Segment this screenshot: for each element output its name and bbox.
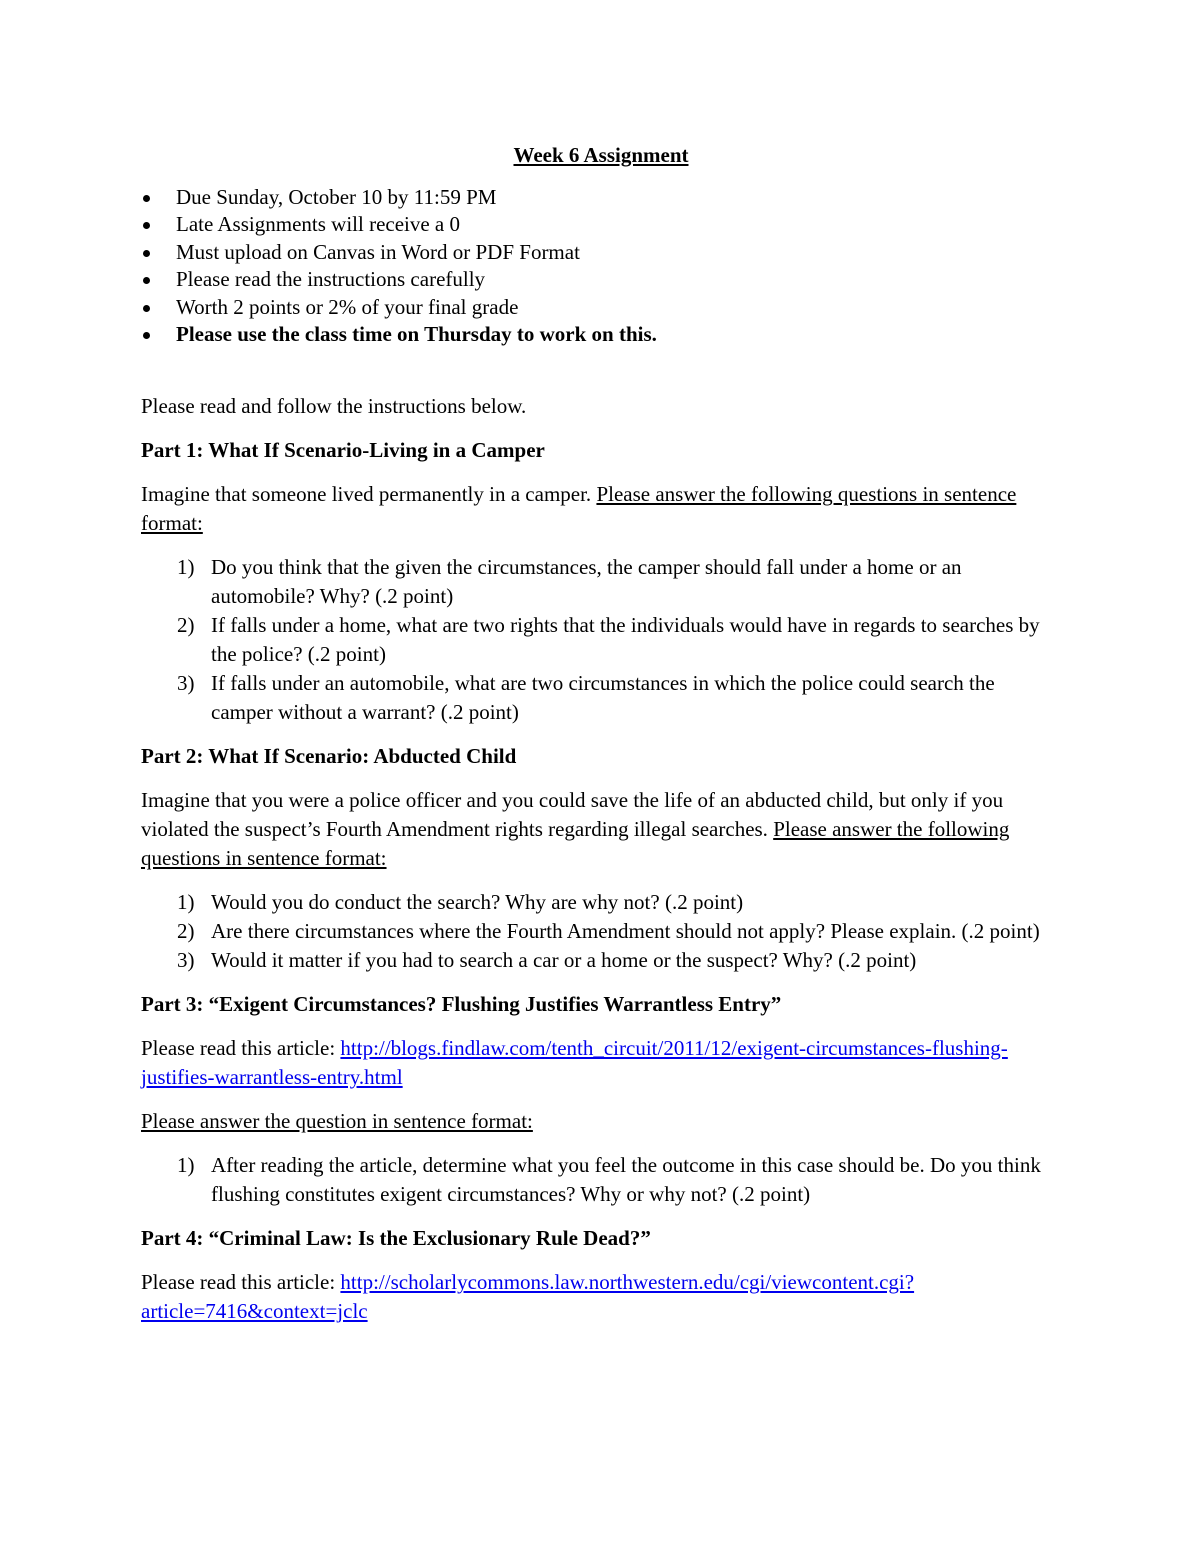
bullet-item: Please use the class time on Thursday to work on this.: [141, 321, 1061, 348]
bullet-item: Please read the instructions carefully: [141, 266, 1061, 293]
question-item: 1) Would you do conduct the search? Why are why not? (.2 point): [177, 890, 744, 915]
part2-paragraph: Imagine that you were a police officer and you could save the life of an abducted child, but only if you violated the suspect’s Fourth Amendment rights regarding illegal searches. Please answer the following questions in sentence format:: [141, 788, 1010, 871]
bullet-item: Must upload on Canvas in Word or PDF Format: [141, 239, 1061, 266]
part3-article-link[interactable]: http://blogs.findlaw.com/tenth_circuit/2011/12/exigent-circumstances-flushing-justifies-warrantless-entry.html: [141, 1036, 1008, 1090]
document-content: [141, 141, 1061, 1326]
page-title: Week 6 Assignment: [513, 143, 689, 167]
bullet-icon: [143, 195, 150, 202]
bullet-item: Worth 2 points or 2% of your final grade: [141, 294, 1061, 321]
part3-instruction: Please answer the question in sentence format:: [141, 1109, 533, 1134]
bullet-icon: [143, 250, 150, 257]
part4-article-link[interactable]: http://scholarlycommons.law.northwestern.edu/cgi/viewcontent.cgi?article=7416&context=jclc: [141, 1270, 915, 1324]
part1-instruction: Please answer the following questions in sentence format:: [141, 482, 1017, 536]
bullet-item: Late Assignments will receive a 0: [141, 211, 1061, 238]
part3-heading: Part 3: “Exigent Circumstances? Flushing Justifies Warrantless Entry”: [141, 992, 782, 1017]
part4-article-paragraph: Please read this article: http://scholarlycommons.law.northwestern.edu/cgi/viewcontent.cgi?article=7416&context=jclc: [141, 1270, 915, 1324]
bullet-icon: [143, 305, 150, 312]
question-item: 3) If falls under an automobile, what are two circumstances in which the police could search the camper without a warrant? (.2 point): [177, 671, 995, 725]
part2-questions: [141, 888, 1061, 975]
part3-questions: [141, 1151, 1061, 1209]
part1-questions: [141, 553, 1061, 727]
question-item: 3) Would it matter if you had to search a car or a home or the suspect? Why? (.2 point): [177, 948, 917, 973]
question-item: 2) Are there circumstances where the Fourth Amendment should not apply? Please explain. (.2 point): [177, 919, 1040, 944]
requirements-list: [141, 184, 1061, 348]
question-item: 1) After reading the article, determine what you feel the outcome in this case should be. Do you think flushing constitutes exigent circumstances? Why or why not? (.2 point): [177, 1153, 1041, 1207]
bullet-icon: [143, 222, 150, 229]
part1-heading: Part 1: What If Scenario-Living in a Camper: [141, 438, 545, 463]
part2-instruction: Please answer the following questions in sentence format:: [141, 817, 1010, 871]
question-item: 2) If falls under a home, what are two rights that the individuals would have in regards to searches by the police? (.2 point): [177, 613, 1040, 667]
bullet-icon: [143, 332, 150, 339]
bullet-item: Due Sunday, October 10 by 11:59 PM: [141, 184, 1061, 211]
part1-paragraph: Imagine that someone lived permanently in a camper. Please answer the following questions in sentence format:: [141, 482, 1017, 536]
part2-heading: Part 2: What If Scenario: Abducted Child: [141, 744, 517, 769]
part4-heading: Part 4: “Criminal Law: Is the Exclusionary Rule Dead?”: [141, 1226, 651, 1251]
bullet-icon: [143, 277, 150, 284]
part3-article-paragraph: Please read this article: http://blogs.findlaw.com/tenth_circuit/2011/12/exigent-circumstances-flushing-justifies-warrantless-entry.html: [141, 1036, 1008, 1090]
question-item: 1) Do you think that the given the circumstances, the camper should fall under a home or an automobile? Why? (.2 point): [177, 555, 962, 609]
intro-text: Please read and follow the instructions below.: [141, 394, 527, 419]
